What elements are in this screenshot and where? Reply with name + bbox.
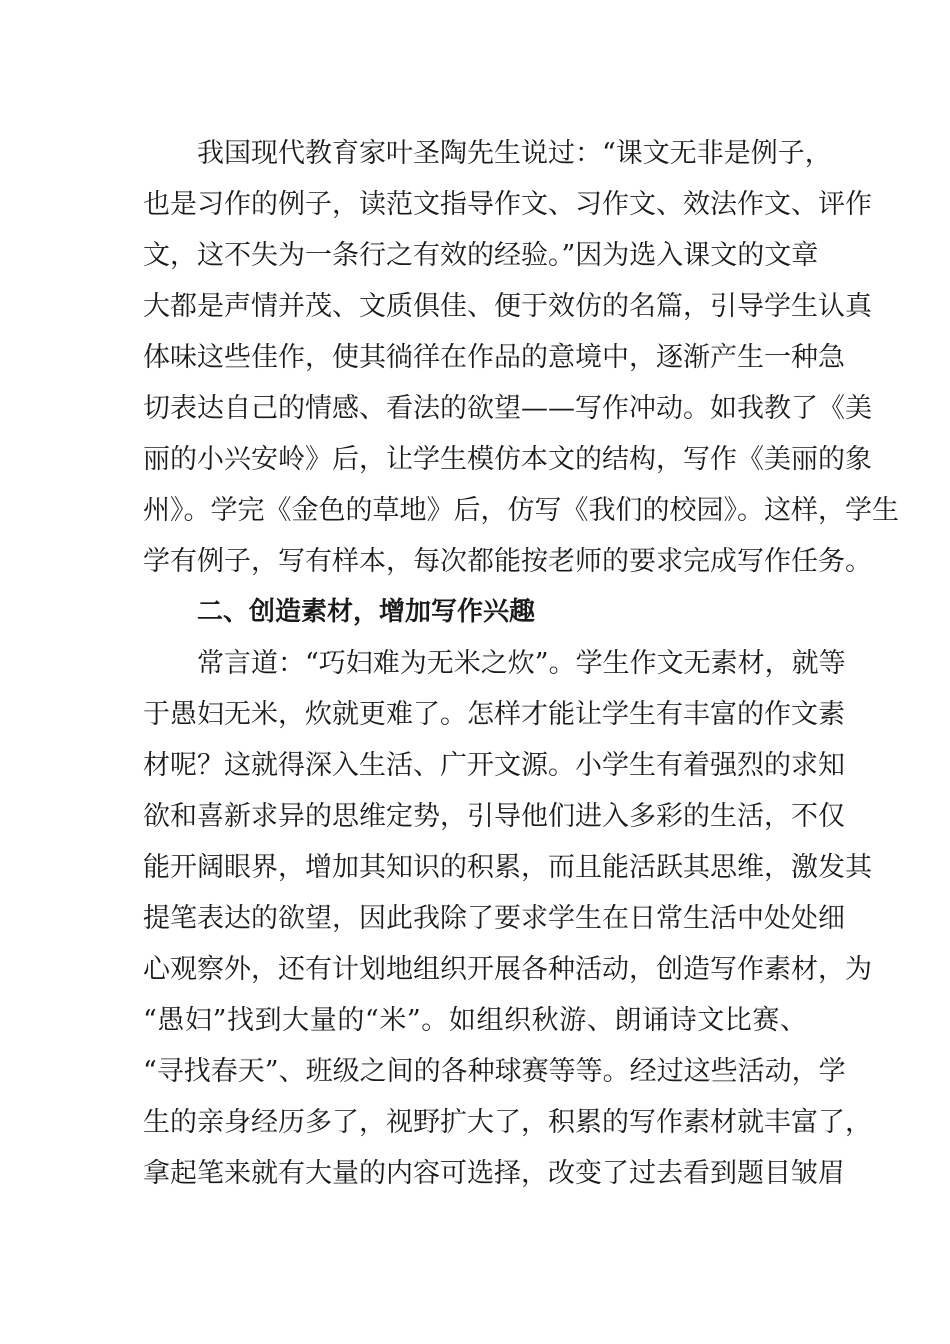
- document-body: [143, 128, 899, 1199]
- text-line: 于愚妇无米，炊就更难了。怎样才能让学生有丰富的作文素: [143, 699, 845, 730]
- text-line: 体味这些佳作，使其徜徉在作品的意境中，逐渐产生一种急: [143, 342, 845, 373]
- text-line: 拿起笔来就有大量的内容可选择，改变了过去看到题目皱眉: [143, 1158, 845, 1189]
- text-line: 心观察外，还有计划地组织开展各种活动，创造写作素材，为: [143, 954, 872, 985]
- text-line: “寻找春天”、班级之间的各种球赛等等。经过这些活动，学: [143, 1056, 846, 1087]
- text-line: 州》。学完《金色的草地》后，仿写《我们的校园》。这样，学生: [143, 495, 899, 526]
- text-line: 切表达自己的情感、看法的欲望——写作冲动。如我教了《美: [143, 393, 872, 424]
- text-line: 也是习作的例子，读范文指导作文、习作文、效法作文、评作: [143, 189, 872, 220]
- text-line: 丽的小兴安岭》后，让学生模仿本文的结构，写作《美丽的象: [143, 444, 872, 475]
- paragraph-imitation-writing: [143, 128, 899, 587]
- text-line: 大都是声情并茂、文质俱佳、便于效仿的名篇，引导学生认真: [143, 291, 872, 322]
- section-heading: 二、创造素材，增加写作兴趣: [197, 597, 536, 627]
- text-line: 欲和喜新求异的思维定势，引导他们进入多彩的生活，不仅: [143, 801, 845, 832]
- paragraph-create-material: [143, 638, 872, 1199]
- text-line: 能开阔眼界，增加其知识的积累，而且能活跃其思维，激发其: [143, 852, 872, 883]
- text-line: “愚妇”找到大量的“米”。如组织秋游、朗诵诗文比赛、: [143, 1005, 807, 1036]
- text-line: 文，这不失为一条行之有效的经验。”因为选入课文的文章: [143, 240, 819, 271]
- text-line: 材呢？这就得深入生活、广开文源。小学生有着强烈的求知: [143, 750, 845, 781]
- text-line: 提笔表达的欲望，因此我除了要求学生在日常生活中处处细: [143, 903, 845, 934]
- text-line: 学有例子，写有样本，每次都能按老师的要求完成写作任务。: [143, 546, 872, 577]
- text-line: 常言道：“巧妇难为无米之炊”。学生作文无素材，就等: [197, 648, 846, 679]
- text-line: 生的亲身经历多了，视野扩大了，积累的写作素材就丰富了，: [143, 1107, 872, 1138]
- text-line: 我国现代教育家叶圣陶先生说过：“课文无非是例子，: [197, 138, 832, 169]
